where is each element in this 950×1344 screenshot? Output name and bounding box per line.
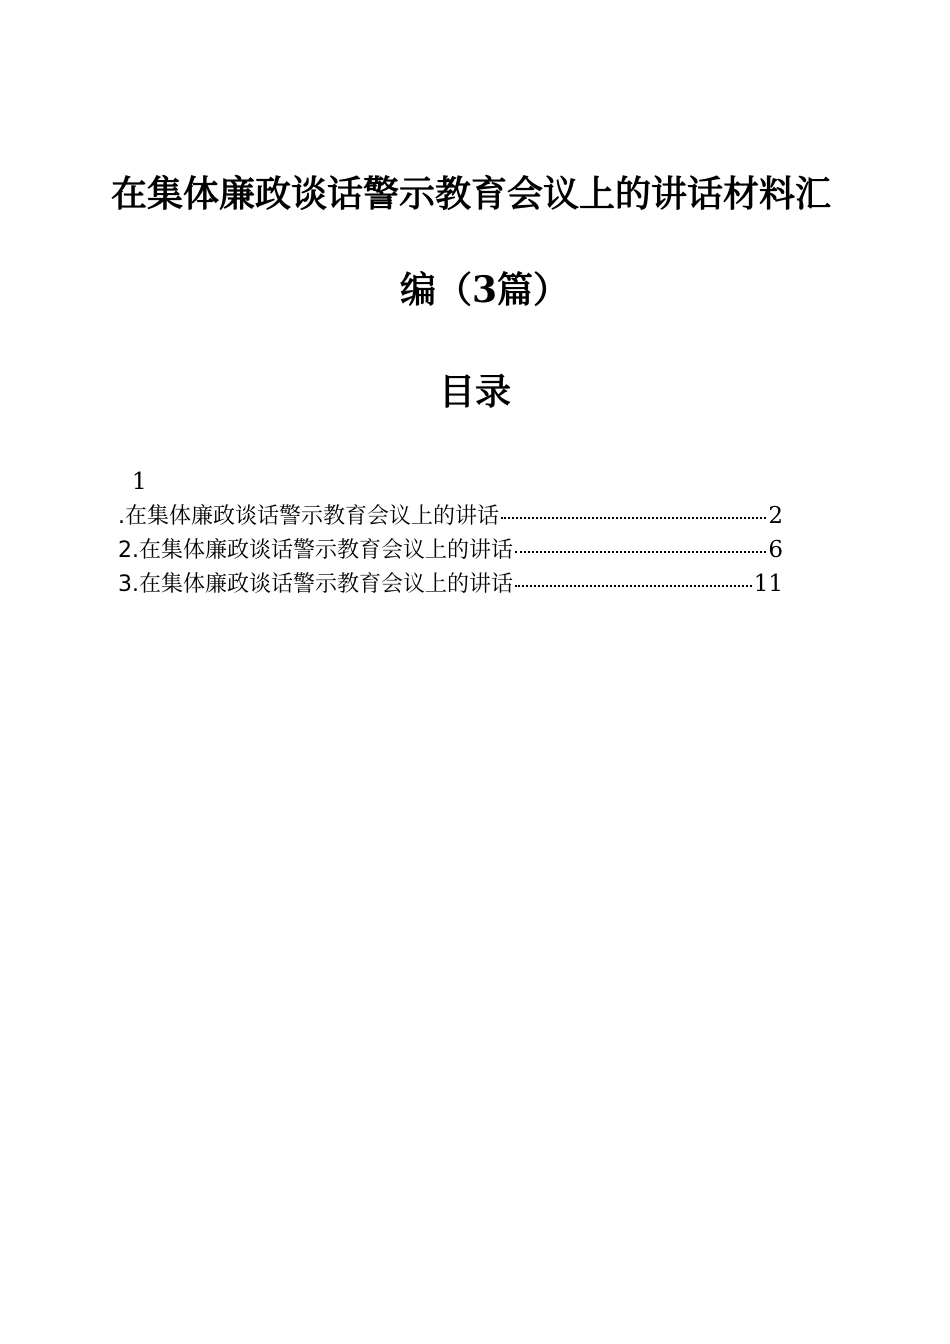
toc-entry-page: 6: [768, 537, 783, 563]
table-of-contents: [118, 465, 783, 601]
toc-leader-dots: [515, 585, 752, 587]
toc-leader-dots: [515, 551, 766, 553]
toc-entry-label: 2.在集体廉政谈话警示教育会议上的讲话: [118, 538, 513, 563]
toc-entry-label: .在集体廉政谈话警示教育会议上的讲话: [118, 504, 499, 529]
toc-heading: 目录: [438, 371, 511, 413]
document-title-line1: 在集体廉政谈话警示教育会议上的讲话材料汇: [110, 173, 831, 215]
toc-entry[interactable]: [118, 499, 783, 533]
toc-entry-page: 2: [768, 503, 783, 529]
toc-leader-dots: [501, 517, 766, 519]
document-title-line2: 编（3篇）: [400, 269, 570, 311]
toc-entry[interactable]: [118, 567, 783, 601]
toc-entry[interactable]: [118, 533, 783, 567]
toc-entry-number: 1: [132, 469, 147, 495]
toc-entry-page: 11: [753, 571, 783, 597]
toc-entry-label: 3.在集体廉政谈话警示教育会议上的讲话: [118, 572, 513, 597]
